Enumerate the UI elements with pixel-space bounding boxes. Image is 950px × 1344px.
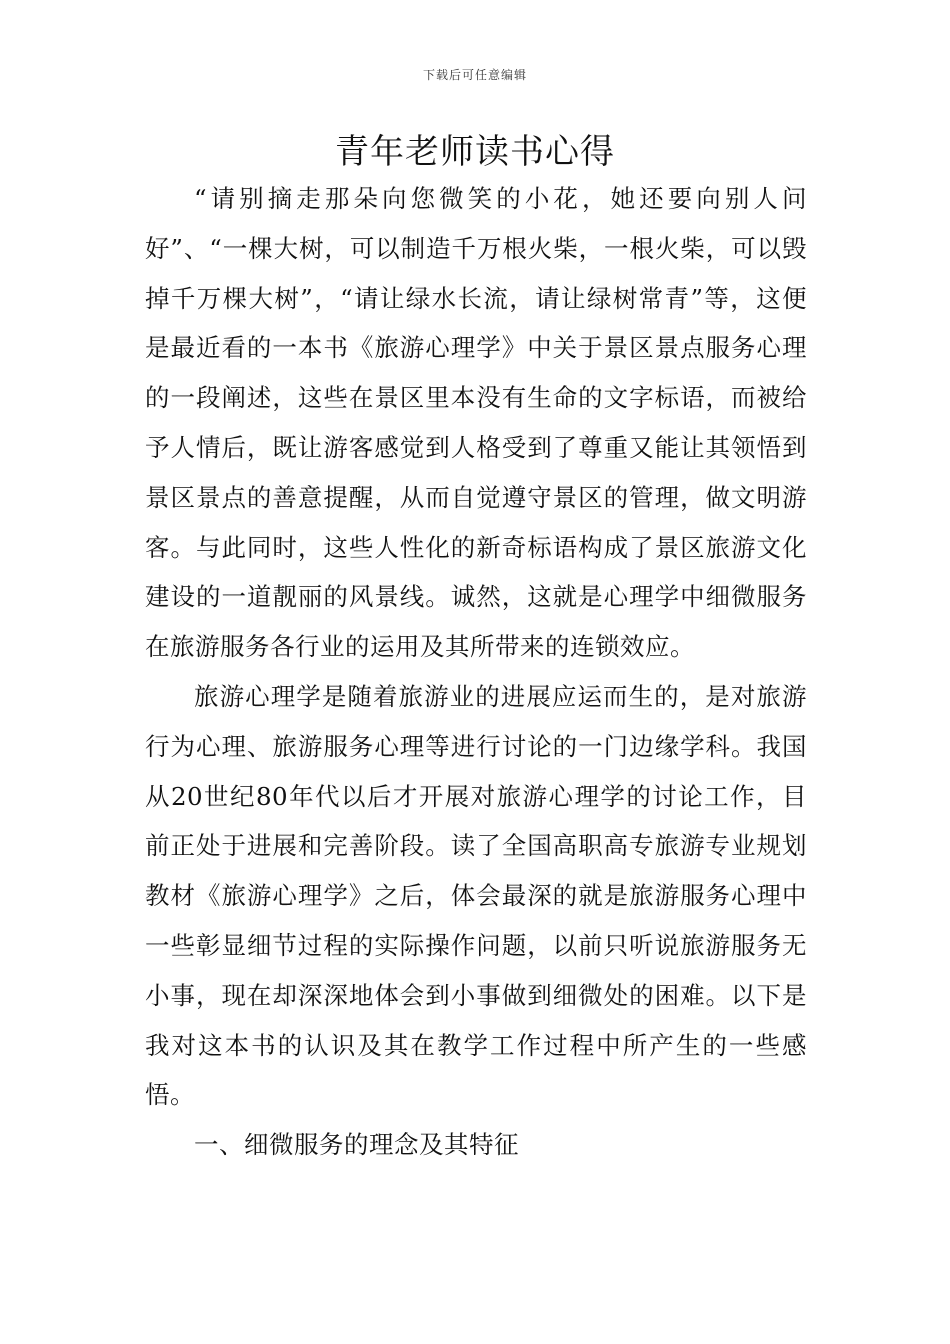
paragraph-1: “请别摘走那朵向您微笑的小花，她还要向别人问好”、“一棵大树，可以制造千万根火柴，一根火柴，可以毁掉千万棵大树”，“请让绿水长流，请让绿树常青”等，这便是最近看的一本书《旅游心理学》中关于景区景点服务心理的一段阐述，这些在景区里本没有生命的文字标语，而被给予人情后，既让游客感觉到人格受到了尊重又能让其领悟到景区景点的善意提醒，从而自觉遵守景区的管理，做文明游客。与此同时，这些人性化的新奇标语构成了景区旅游文化建设的一道靓丽的风景线。诚然，这就是心理学中细微服务在旅游服务各行业的运用及其所带来的连锁效应。 (145, 184, 807, 662)
document-body (145, 174, 807, 1170)
header-note: 下载后可任意编辑 (422, 68, 527, 82)
document-title: 青年老师读书心得 (335, 132, 615, 172)
section-heading: 一、细微服务的理念及其特征 (194, 1130, 519, 1160)
paragraph-2: 旅游心理学是随着旅游业的进展应运而生的，是对旅游行为心理、旅游服务心理等进行讨论的一门边缘学科。我国从20世纪80年代以后才开展对旅游心理学的讨论工作，目前正处于进展和完善阶段。读了全国高职高专旅游专业规划教材《旅游心理学》之后，体会最深的就是旅游服务心理中一些彰显细节过程的实际操作问题，以前只听说旅游服务无小事，现在却深深地体会到小事做到细微处的困难。以下是我对这本书的认识及其在教学工作过程中所产生的一些感悟。 (145, 681, 807, 1110)
